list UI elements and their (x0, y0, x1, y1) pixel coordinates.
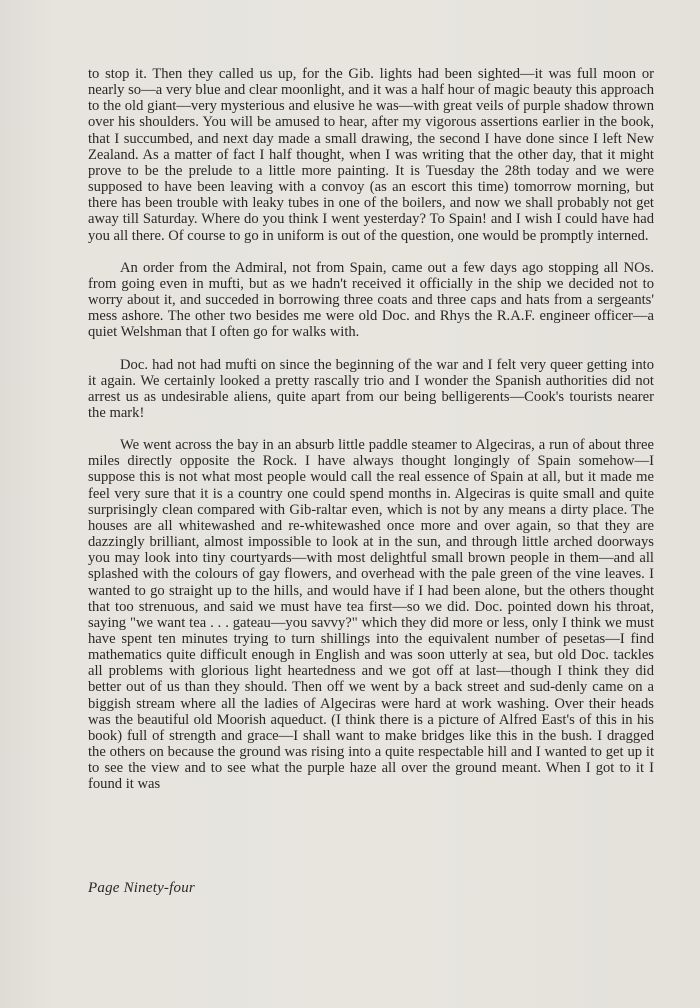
body-text (88, 66, 654, 809)
paragraph-2: An order from the Admiral, not from Spain, came out a few days ago stopping all NOs. from going even in mufti, but as we hadn't received it officially in the ship we decided not to worry about it, and succeded in borrowing three coats and three caps and hats from a sergeants' mess ashore. The other two besides me were old Doc. and Rhys the R.A.F. engineer officer—a quiet Welshman that I often go for walks with. (88, 259, 654, 341)
paragraph-1: to stop it. Then they called us up, for the Gib. lights had been sighted—it was full moon or nearly so—a very blue and clear moonlight, and it was a half hour of magic beauty this approach to the old giant—very mysterious and elusive he was—with great veils of purple shadow thrown over his shoulders. You will be amused to hear, after my vigorous assertions earlier in the book, that I succumbed, and next day made a small drawing, the second I have done since I left New Zealand. As a matter of fact I half thought, when I was writing that the other day, that it might prove to be the prelude to a little more painting. It is Tuesday the 28th today and we were supposed to have been leaving with a convoy (as an escort this time) tomorrow morning, but there has been trouble with leaky tubes in one of the boilers, and now we shall probably not get away till Saturday. Where do you think I went yesterday? To Spain! and I wish I could have had you all there. Of course to go in uniform is out of the question, one would be promptly interned. (88, 66, 654, 244)
page-number: Page Ninety-four (88, 880, 195, 896)
paragraph-4: We went across the bay in an absurb little paddle steamer to Algeciras, a run of about three miles directly opposite the Rock. I have always thought longingly of Spain somehow—I suppose this is not what most people would call the real essence of Spain at all, but it made me feel very sure that it is a country one could spend months in. Algeciras is quite small and quite surprisingly clean compared with Gib-raltar even, which is not by any means a dirty place. The houses are all whitewashed and re-whitewashed once more and over again, so that they are dazzingly brilliant, almost impossible to look at in the sun, and through little arched doorways you may look into tiny courtyards—with most delightful small brown people in them—and all splashed with the colours of gay flowers, and overhead with the pale green of the vine leaves. I wanted to go straight up to the hills, and would have if I had been alone, but the others thought that too strenuous, and said we must have tea first—so we did. Doc. pointed down his throat, saying "we want tea . . . gateau—you savvy?" which they did more or less, only I think we must have spent ten minutes trying to turn shillings into the equivalent number of pesetas—I find mathematics quite difficult enough in English and was soon utterly at sea, but old Doc. tackles all problems with glorious light heartedness and we got off at last—though I think they did better out of us than they should. Then off we went by a back street and sud-denly came on a biggish stream where all the ladies of Algeciras were hard at work washing. Over their heads was the beautiful old Moorish aqueduct. (I think there is a picture of Alfred East's of this in his book) full of strength and grace—I shall want to make bridges like this in the bush. I dragged the others on because the ground was rising into a quite respectable hill and I wanted to get up it to see the view and to see what the purple haze all over the ground meant. When I got to it I found it was (88, 437, 654, 793)
paragraph-3: Doc. had not had mufti on since the beginning of the war and I felt very queer getting into it again. We certainly looked a pretty rascally trio and I wonder the Spanish authorities did not arrest us as undesirable aliens, quite apart from our being belligerents—Cook's tourists nearer the mark! (88, 356, 654, 421)
